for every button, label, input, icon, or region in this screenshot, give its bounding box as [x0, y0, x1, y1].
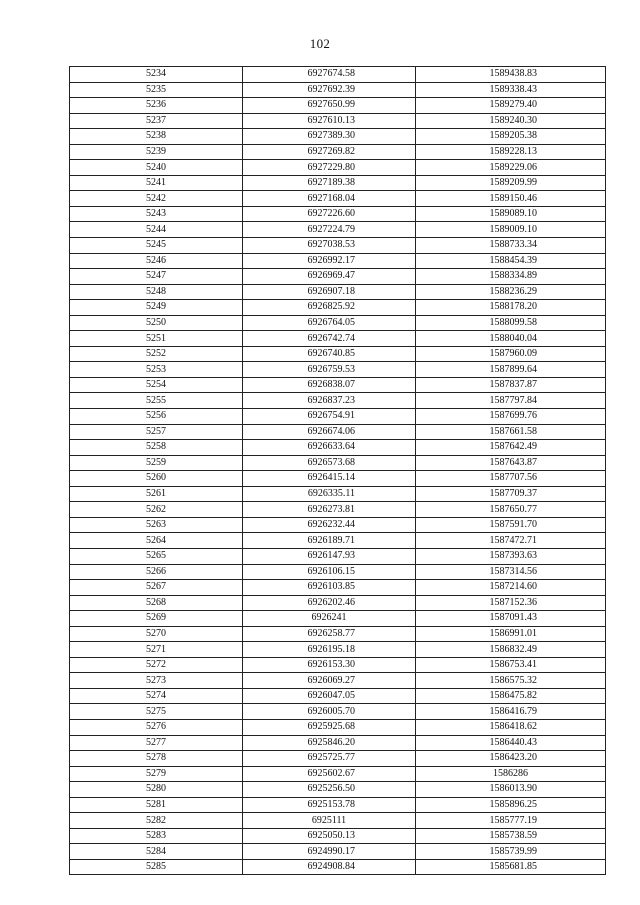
- table-row: [70, 455, 606, 471]
- table-row: [70, 797, 606, 813]
- point-number-cell: 5238: [70, 129, 243, 145]
- point-number-cell: 5256: [70, 409, 243, 425]
- table-row: [70, 735, 606, 751]
- x-coordinate-cell: 6926147.93: [243, 548, 416, 564]
- table-row: [70, 269, 606, 285]
- coordinates-table: [69, 66, 606, 875]
- table-row: [70, 98, 606, 114]
- point-number-cell: 5280: [70, 782, 243, 798]
- y-coordinate-cell: 1589338.43: [416, 82, 606, 98]
- x-coordinate-cell: 6924990.17: [243, 844, 416, 860]
- y-coordinate-cell: 1585681.85: [416, 859, 606, 875]
- point-number-cell: 5263: [70, 517, 243, 533]
- point-number-cell: 5237: [70, 113, 243, 129]
- point-number-cell: 5276: [70, 719, 243, 735]
- x-coordinate-cell: 6926674.06: [243, 424, 416, 440]
- point-number-cell: 5234: [70, 67, 243, 83]
- y-coordinate-cell: 1587393.63: [416, 548, 606, 564]
- point-number-cell: 5252: [70, 346, 243, 362]
- table-row: [70, 704, 606, 720]
- x-coordinate-cell: 6926335.11: [243, 486, 416, 502]
- point-number-cell: 5245: [70, 238, 243, 254]
- x-coordinate-cell: 6926047.05: [243, 688, 416, 704]
- point-number-cell: 5241: [70, 175, 243, 191]
- y-coordinate-cell: 1587591.70: [416, 517, 606, 533]
- table-row: [70, 611, 606, 627]
- y-coordinate-cell: 1585738.59: [416, 828, 606, 844]
- x-coordinate-cell: 6927674.58: [243, 67, 416, 83]
- x-coordinate-cell: 6925256.50: [243, 782, 416, 798]
- table-row: [70, 238, 606, 254]
- table-row: [70, 300, 606, 316]
- point-number-cell: 5282: [70, 813, 243, 829]
- y-coordinate-cell: 1586423.20: [416, 751, 606, 767]
- table-row: [70, 144, 606, 160]
- point-number-cell: 5253: [70, 362, 243, 378]
- y-coordinate-cell: 1587899.64: [416, 362, 606, 378]
- x-coordinate-cell: 6926232.44: [243, 517, 416, 533]
- table-row: [70, 517, 606, 533]
- table-row: [70, 377, 606, 393]
- table-row: [70, 813, 606, 829]
- x-coordinate-cell: 6925846.20: [243, 735, 416, 751]
- table-row: [70, 471, 606, 487]
- y-coordinate-cell: 1586416.79: [416, 704, 606, 720]
- table-row: [70, 113, 606, 129]
- y-coordinate-cell: 1587837.87: [416, 377, 606, 393]
- point-number-cell: 5246: [70, 253, 243, 269]
- table-row: [70, 564, 606, 580]
- y-coordinate-cell: 1586991.01: [416, 626, 606, 642]
- x-coordinate-cell: 6926837.23: [243, 393, 416, 409]
- point-number-cell: 5248: [70, 284, 243, 300]
- x-coordinate-cell: 6927226.60: [243, 206, 416, 222]
- point-number-cell: 5247: [70, 269, 243, 285]
- table-row: [70, 533, 606, 549]
- point-number-cell: 5251: [70, 331, 243, 347]
- x-coordinate-cell: 6927269.82: [243, 144, 416, 160]
- table-row: [70, 782, 606, 798]
- table-row: [70, 67, 606, 83]
- x-coordinate-cell: 6926838.07: [243, 377, 416, 393]
- y-coordinate-cell: 1589240.30: [416, 113, 606, 129]
- point-number-cell: 5243: [70, 206, 243, 222]
- y-coordinate-cell: 1588099.58: [416, 315, 606, 331]
- x-coordinate-cell: 6927168.04: [243, 191, 416, 207]
- y-coordinate-cell: 1585739.99: [416, 844, 606, 860]
- point-number-cell: 5249: [70, 300, 243, 316]
- table-row: [70, 222, 606, 238]
- point-number-cell: 5262: [70, 502, 243, 518]
- y-coordinate-cell: 1588334.89: [416, 269, 606, 285]
- x-coordinate-cell: 6926633.64: [243, 440, 416, 456]
- table-row: [70, 129, 606, 145]
- point-number-cell: 5270: [70, 626, 243, 642]
- x-coordinate-cell: 6926415.14: [243, 471, 416, 487]
- table-row: [70, 206, 606, 222]
- point-number-cell: 5277: [70, 735, 243, 751]
- point-number-cell: 5236: [70, 98, 243, 114]
- x-coordinate-cell: 6926202.46: [243, 595, 416, 611]
- y-coordinate-cell: 1587091.43: [416, 611, 606, 627]
- x-coordinate-cell: 6926258.77: [243, 626, 416, 642]
- x-coordinate-cell: 6926195.18: [243, 642, 416, 658]
- x-coordinate-cell: 6926742.74: [243, 331, 416, 347]
- y-coordinate-cell: 1589009.10: [416, 222, 606, 238]
- table-row: [70, 844, 606, 860]
- x-coordinate-cell: 6927189.38: [243, 175, 416, 191]
- point-number-cell: 5250: [70, 315, 243, 331]
- y-coordinate-cell: 1589228.13: [416, 144, 606, 160]
- x-coordinate-cell: 6927389.30: [243, 129, 416, 145]
- table-row: [70, 284, 606, 300]
- y-coordinate-cell: 1587643.87: [416, 455, 606, 471]
- y-coordinate-cell: 1587699.76: [416, 409, 606, 425]
- x-coordinate-cell: 6926573.68: [243, 455, 416, 471]
- point-number-cell: 5255: [70, 393, 243, 409]
- point-number-cell: 5260: [70, 471, 243, 487]
- x-coordinate-cell: 6925602.67: [243, 766, 416, 782]
- x-coordinate-cell: 6925725.77: [243, 751, 416, 767]
- point-number-cell: 5269: [70, 611, 243, 627]
- x-coordinate-cell: 6926106.15: [243, 564, 416, 580]
- y-coordinate-cell: 1589089.10: [416, 206, 606, 222]
- point-number-cell: 5278: [70, 751, 243, 767]
- table-row: [70, 424, 606, 440]
- table-row: [70, 393, 606, 409]
- x-coordinate-cell: 6926005.70: [243, 704, 416, 720]
- point-number-cell: 5272: [70, 657, 243, 673]
- table-row: [70, 688, 606, 704]
- y-coordinate-cell: 1589209.99: [416, 175, 606, 191]
- x-coordinate-cell: 6924908.84: [243, 859, 416, 875]
- point-number-cell: 5283: [70, 828, 243, 844]
- y-coordinate-cell: 1589438.83: [416, 67, 606, 83]
- x-coordinate-cell: 6926103.85: [243, 580, 416, 596]
- point-number-cell: 5274: [70, 688, 243, 704]
- point-number-cell: 5265: [70, 548, 243, 564]
- point-number-cell: 5279: [70, 766, 243, 782]
- y-coordinate-cell: 1586286: [416, 766, 606, 782]
- y-coordinate-cell: 1588040.04: [416, 331, 606, 347]
- x-coordinate-cell: 6926754.91: [243, 409, 416, 425]
- x-coordinate-cell: 6926969.47: [243, 269, 416, 285]
- coordinates-table-body: [70, 67, 606, 875]
- point-number-cell: 5239: [70, 144, 243, 160]
- y-coordinate-cell: 1587642.49: [416, 440, 606, 456]
- point-number-cell: 5244: [70, 222, 243, 238]
- table-row: [70, 595, 606, 611]
- y-coordinate-cell: 1585777.19: [416, 813, 606, 829]
- y-coordinate-cell: 1586575.32: [416, 673, 606, 689]
- x-coordinate-cell: 6926764.05: [243, 315, 416, 331]
- y-coordinate-cell: 1586418.62: [416, 719, 606, 735]
- point-number-cell: 5268: [70, 595, 243, 611]
- point-number-cell: 5267: [70, 580, 243, 596]
- y-coordinate-cell: 1586832.49: [416, 642, 606, 658]
- y-coordinate-cell: 1587314.56: [416, 564, 606, 580]
- point-number-cell: 5257: [70, 424, 243, 440]
- table-row: [70, 191, 606, 207]
- y-coordinate-cell: 1585896.25: [416, 797, 606, 813]
- point-number-cell: 5242: [70, 191, 243, 207]
- table-row: [70, 315, 606, 331]
- point-number-cell: 5266: [70, 564, 243, 580]
- point-number-cell: 5261: [70, 486, 243, 502]
- x-coordinate-cell: 6926069.27: [243, 673, 416, 689]
- table-row: [70, 657, 606, 673]
- y-coordinate-cell: 1586013.90: [416, 782, 606, 798]
- table-row: [70, 486, 606, 502]
- table-row: [70, 82, 606, 98]
- x-coordinate-cell: 6927610.13: [243, 113, 416, 129]
- table-row: [70, 859, 606, 875]
- table-row: [70, 548, 606, 564]
- x-coordinate-cell: 6926153.30: [243, 657, 416, 673]
- table-row: [70, 719, 606, 735]
- y-coordinate-cell: 1586440.43: [416, 735, 606, 751]
- y-coordinate-cell: 1587650.77: [416, 502, 606, 518]
- point-number-cell: 5273: [70, 673, 243, 689]
- y-coordinate-cell: 1586753.41: [416, 657, 606, 673]
- table-row: [70, 642, 606, 658]
- point-number-cell: 5285: [70, 859, 243, 875]
- point-number-cell: 5264: [70, 533, 243, 549]
- x-coordinate-cell: 6927229.80: [243, 160, 416, 176]
- table-row: [70, 346, 606, 362]
- x-coordinate-cell: 6927224.79: [243, 222, 416, 238]
- x-coordinate-cell: 6926273.81: [243, 502, 416, 518]
- point-number-cell: 5258: [70, 440, 243, 456]
- y-coordinate-cell: 1589150.46: [416, 191, 606, 207]
- point-number-cell: 5284: [70, 844, 243, 860]
- table-row: [70, 626, 606, 642]
- y-coordinate-cell: 1588454.39: [416, 253, 606, 269]
- x-coordinate-cell: 6926241: [243, 611, 416, 627]
- table-row: [70, 440, 606, 456]
- x-coordinate-cell: 6925050.13: [243, 828, 416, 844]
- y-coordinate-cell: 1587472.71: [416, 533, 606, 549]
- table-row: [70, 409, 606, 425]
- x-coordinate-cell: 6926907.18: [243, 284, 416, 300]
- point-number-cell: 5271: [70, 642, 243, 658]
- x-coordinate-cell: 6925111: [243, 813, 416, 829]
- table-row: [70, 751, 606, 767]
- x-coordinate-cell: 6926825.92: [243, 300, 416, 316]
- table-row: [70, 160, 606, 176]
- page-number: 102: [309, 36, 331, 51]
- table-row: [70, 673, 606, 689]
- table-row: [70, 502, 606, 518]
- y-coordinate-cell: 1587214.60: [416, 580, 606, 596]
- y-coordinate-cell: 1588236.29: [416, 284, 606, 300]
- y-coordinate-cell: 1589279.40: [416, 98, 606, 114]
- x-coordinate-cell: 6927038.53: [243, 238, 416, 254]
- point-number-cell: 5281: [70, 797, 243, 813]
- y-coordinate-cell: 1588733.34: [416, 238, 606, 254]
- point-number-cell: 5235: [70, 82, 243, 98]
- point-number-cell: 5254: [70, 377, 243, 393]
- x-coordinate-cell: 6926740.85: [243, 346, 416, 362]
- y-coordinate-cell: 1588178.20: [416, 300, 606, 316]
- y-coordinate-cell: 1589229.06: [416, 160, 606, 176]
- y-coordinate-cell: 1587152.36: [416, 595, 606, 611]
- x-coordinate-cell: 6927650.99: [243, 98, 416, 114]
- x-coordinate-cell: 6926189.71: [243, 533, 416, 549]
- x-coordinate-cell: 6925153.78: [243, 797, 416, 813]
- x-coordinate-cell: 6925925.68: [243, 719, 416, 735]
- table-row: [70, 828, 606, 844]
- y-coordinate-cell: 1587960.09: [416, 346, 606, 362]
- table-row: [70, 331, 606, 347]
- y-coordinate-cell: 1587797.84: [416, 393, 606, 409]
- table-row: [70, 253, 606, 269]
- point-number-cell: 5275: [70, 704, 243, 720]
- table-row: [70, 362, 606, 378]
- y-coordinate-cell: 1587707.56: [416, 471, 606, 487]
- point-number-cell: 5259: [70, 455, 243, 471]
- y-coordinate-cell: 1589205.38: [416, 129, 606, 145]
- table-row: [70, 766, 606, 782]
- point-number-cell: 5240: [70, 160, 243, 176]
- table-row: [70, 580, 606, 596]
- table-row: [70, 175, 606, 191]
- x-coordinate-cell: 6926759.53: [243, 362, 416, 378]
- x-coordinate-cell: 6927692.39: [243, 82, 416, 98]
- y-coordinate-cell: 1587661.58: [416, 424, 606, 440]
- y-coordinate-cell: 1586475.82: [416, 688, 606, 704]
- x-coordinate-cell: 6926992.17: [243, 253, 416, 269]
- y-coordinate-cell: 1587709.37: [416, 486, 606, 502]
